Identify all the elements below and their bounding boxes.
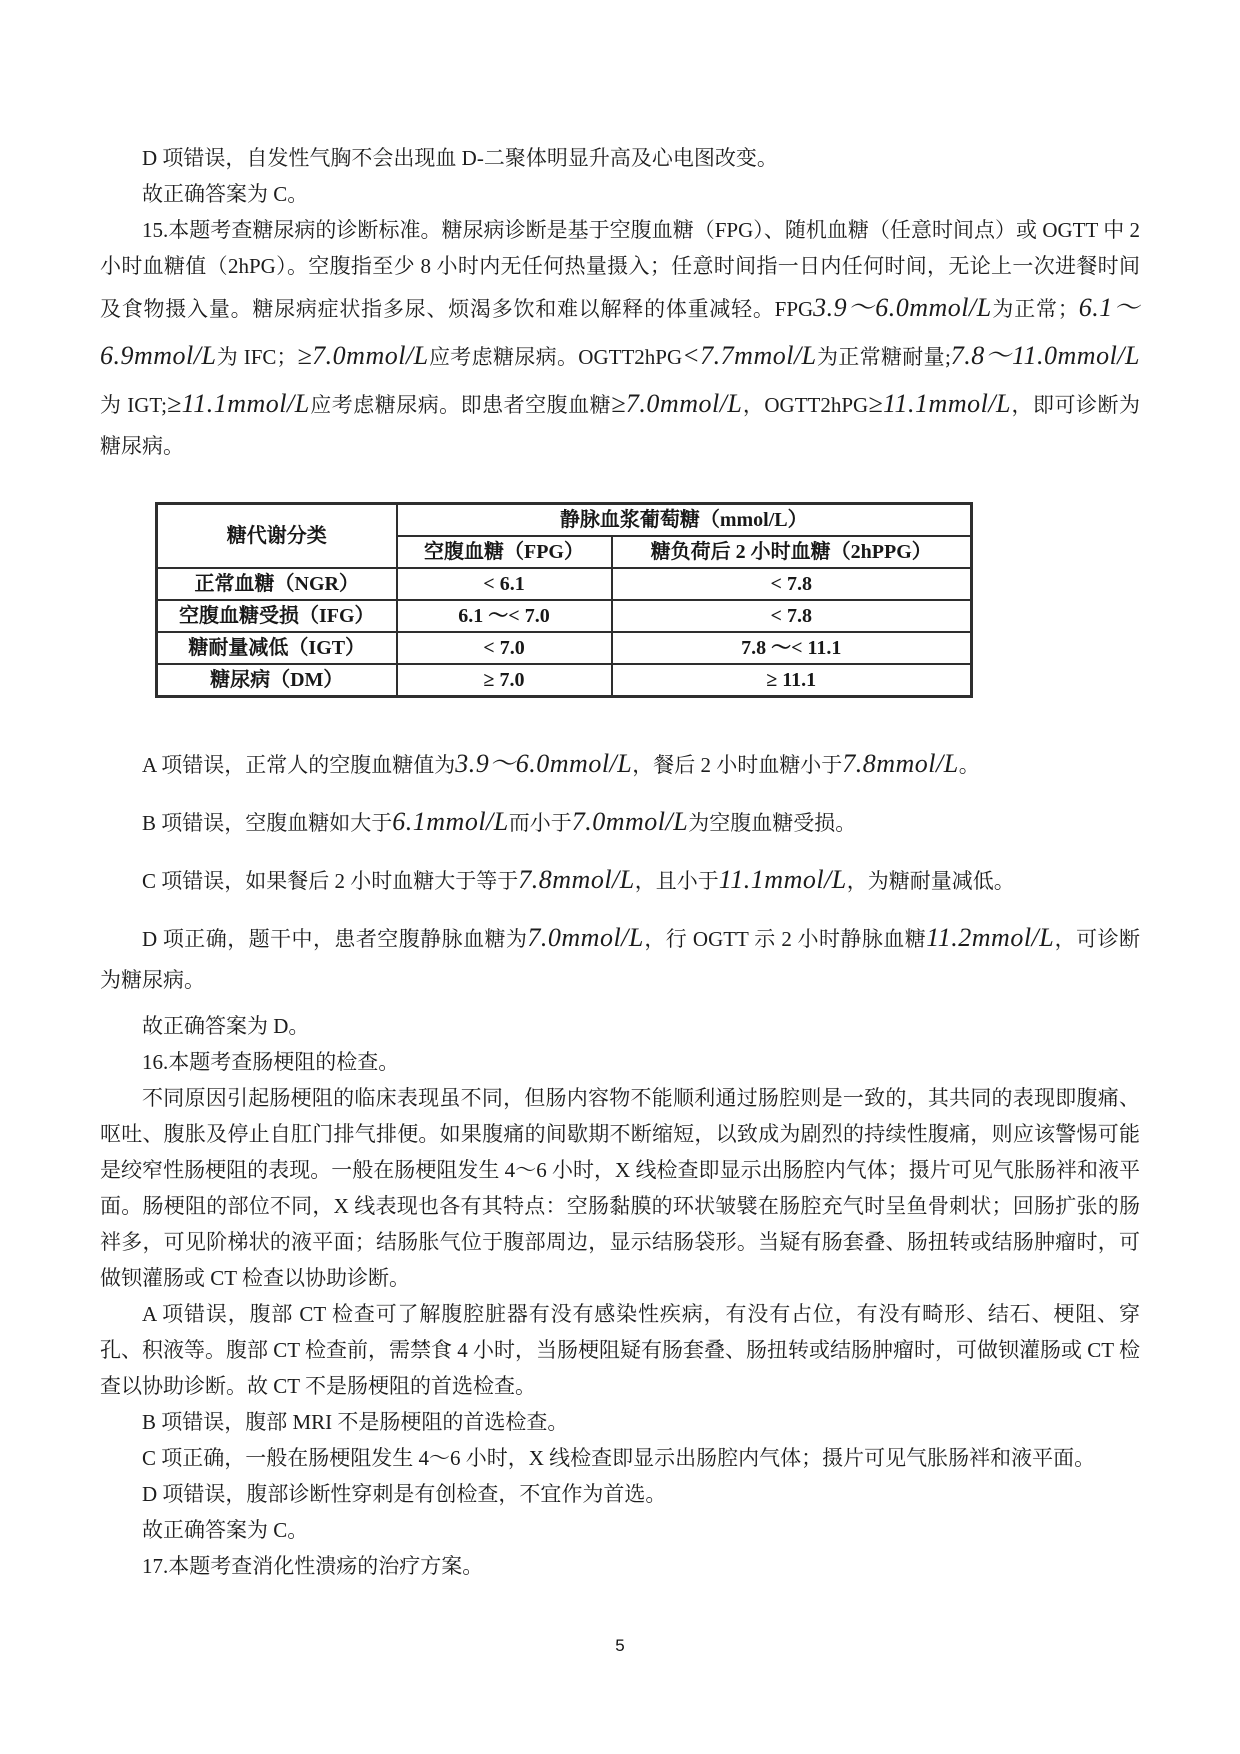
text-run: 为空腹血糖受损。 (688, 811, 857, 835)
text-run: C 项错误，如果餐后 2 小时血糖大于等于 (142, 869, 519, 893)
table-cell-label: 正常血糖（NGR） (157, 568, 397, 600)
table-cell-fpg: ≥ 7.0 (397, 664, 612, 697)
table-header-venous-plasma-glucose: 静脉血浆葡萄糖（mmol/L） (397, 504, 972, 537)
paragraph (100, 1008, 1140, 1044)
formula-run: ≥7.0mmol/L (297, 341, 429, 370)
text-run: D 项正确，题干中，患者空腹静脉血糖为 (142, 927, 528, 951)
paragraph (100, 176, 1140, 212)
table-cell-ppg: 7.8 ～< 11.1 (612, 632, 972, 664)
text-run: 应考虑糖尿病。OGTT2hPG (428, 345, 683, 369)
formula-run: 7.0mmol/L (571, 807, 689, 836)
text-run: 为正常； (991, 297, 1079, 321)
paragraph (100, 140, 1140, 176)
text-run: ，行 OGTT 示 2 小时静脉血糖 (643, 927, 927, 951)
paragraph (100, 798, 1140, 846)
paragraph (100, 1296, 1140, 1404)
paragraph (100, 212, 1140, 464)
text-run: B 项错误，空腹血糖如大于 (142, 811, 393, 835)
text-run: 为正常糖耐量; (816, 345, 951, 369)
paragraph (100, 1080, 1140, 1296)
paragraphs-after-table (100, 740, 1140, 1584)
text-run: 故正确答案为 C。 (142, 182, 309, 206)
formula-run: 7.8mmol/L (518, 865, 635, 894)
formula-run: ≥11.1mmol/L (868, 389, 1012, 418)
paragraph (100, 1512, 1140, 1548)
table-row (157, 632, 972, 664)
text-run: 不同原因引起肠梗阻的临床表现虽不同，但肠内容物不能顺利通过肠腔则是一致的，其共同的表现即腹痛、呕吐、腹胀及停止自肛门排气排便。如果腹痛的间歇期不断缩短，以致成为剧烈的持续性腹痛，则应该警惕可能是绞窄性肠梗阻的表现。一般在肠梗阻发生 4～6 小时，X 线检查即显示出肠腔内气体；摄片可见气胀肠袢和液平面。肠梗阻的部位不同，X 线表现也各有其特点：空肠黏膜的环状皱襞在肠腔充气时呈鱼骨刺状；回肠扩张的肠袢多，可见阶梯状的液平面；结肠胀气位于腹部周边，显示结肠袋形。当疑有肠套叠、肠扭转或结肠肿瘤时，可做钡灌肠或 CT 检查以协助诊断。 (100, 1086, 1140, 1290)
text-run: D 项错误，自发性气胸不会出现血 D-二聚体明显升高及心电图改变。 (142, 146, 778, 170)
table-cell-label: 糖尿病（DM） (157, 664, 397, 697)
formula-run: 6.1mmol/L (392, 807, 509, 836)
text-run: 故正确答案为 D。 (142, 1014, 310, 1038)
table-cell-ppg: < 7.8 (612, 600, 972, 632)
table-body (157, 568, 972, 697)
text-run: 而小于 (508, 811, 572, 835)
table-cell-fpg: 6.1 ～< 7.0 (397, 600, 612, 632)
paragraph (100, 1440, 1140, 1476)
table-cell-ppg: ≥ 11.1 (612, 664, 972, 697)
table-header-classification: 糖代谢分类 (157, 504, 397, 569)
paragraph (100, 1548, 1140, 1584)
paragraph (100, 1476, 1140, 1512)
glucose-criteria-table (155, 502, 973, 698)
paragraph (100, 740, 1140, 788)
text-run: 15.本题考查糖尿病的诊断标准。糖尿病诊断是基于空腹血糖（FPG）、随机血糖（任意时间点）或 OGTT 中 2 小时血糖值（2hPG）。空腹指至少 8 小时内无任何热量摄入；任意时间指一日内任何时间，无论上一次进餐时间及食物摄入量。糖尿病症状指多尿、烦渴多饮和难以解释的体重减轻。FPG (100, 218, 1140, 321)
table-cell-fpg: < 7.0 (397, 632, 612, 664)
text-run: 为 IFC； (216, 345, 298, 369)
formula-run: 7.8mmol/L (842, 749, 959, 778)
formula-run: 7.0mmol/L (527, 923, 644, 952)
table-cell-ppg: < 7.8 (612, 568, 972, 600)
table-cell-label: 糖耐量减低（IGT） (157, 632, 397, 664)
paragraph (100, 856, 1140, 904)
text-run: 16.本题考查肠梗阻的检查。 (142, 1050, 400, 1074)
paragraphs-before-table (100, 140, 1140, 464)
table-cell-fpg: < 6.1 (397, 568, 612, 600)
paragraph (100, 1404, 1140, 1440)
text-run: 为 IGT; (100, 393, 167, 417)
formula-run: 11.1mmol/L (718, 865, 847, 894)
text-run: 。 (958, 753, 980, 777)
text-run: ，为糖耐量减低。 (846, 869, 1015, 893)
formula-run: 3.9～6.0mmol/L (455, 749, 633, 778)
table-row (157, 664, 972, 697)
table-header-2hppg: 糖负荷后 2 小时血糖（2hPPG） (612, 536, 972, 568)
text-run: ，且小于 (634, 869, 719, 893)
text-run: ，餐后 2 小时血糖小于 (632, 753, 843, 777)
formula-run: 6.1～6.9mmol/L (100, 293, 1140, 370)
table-row (157, 568, 972, 600)
text-run: A 项错误，正常人的空腹血糖值为 (142, 753, 456, 777)
formula-run: 11.2mmol/L (926, 923, 1055, 952)
document-body (100, 140, 1140, 1584)
text-run: A 项错误，腹部 CT 检查可了解腹腔脏器有没有感染性疾病，有没有占位，有没有畸形、结石、梗阻、穿孔、积液等。腹部 CT 检查前，需禁食 4 小时，当肠梗阻疑有肠套叠、肠扭转或结肠肿瘤时，可做钡灌肠或 CT 检查以协助诊断。故 CT 不是肠梗阻的首选检查。 (100, 1302, 1140, 1398)
formula-run: 3.9～6.0mmol/L (813, 293, 992, 322)
table-header-fpg: 空腹血糖（FPG） (397, 536, 612, 568)
text-run: ，OGTT2hPG (742, 393, 869, 417)
table-row (157, 600, 972, 632)
text-run: 应考虑糖尿病。即患者空腹血糖 (309, 393, 612, 417)
text-run: ，可诊断为糖尿病。 (100, 927, 1141, 992)
text-run: C 项正确，一般在肠梗阻发生 4～6 小时，X 线检查即显示出肠腔内气体；摄片可见气胀肠袢和液平面。 (142, 1446, 1096, 1470)
text-run: D 项错误，腹部诊断性穿刺是有创检查，不宜作为首选。 (142, 1482, 667, 1506)
formula-run: <7.7mmol/L (682, 341, 817, 370)
paragraph (100, 1044, 1140, 1080)
page-number: 5 (615, 1636, 625, 1655)
text-run: B 项错误，腹部 MRI 不是肠梗阻的首选检查。 (142, 1410, 569, 1434)
formula-run: 7.8～11.0mmol/L (950, 341, 1140, 370)
table-cell-label: 空腹血糖受损（IFG） (157, 600, 397, 632)
formula-run: ≥7.0mmol/L (611, 389, 743, 418)
text-run: 故正确答案为 C。 (142, 1518, 309, 1542)
formula-run: ≥11.1mmol/L (166, 389, 310, 418)
paragraph (100, 914, 1140, 998)
text-run: 17.本题考查消化性溃疡的治疗方案。 (142, 1554, 484, 1578)
text-run: ，即可诊断为糖尿病。 (100, 393, 1141, 458)
table-header-row (157, 504, 972, 537)
